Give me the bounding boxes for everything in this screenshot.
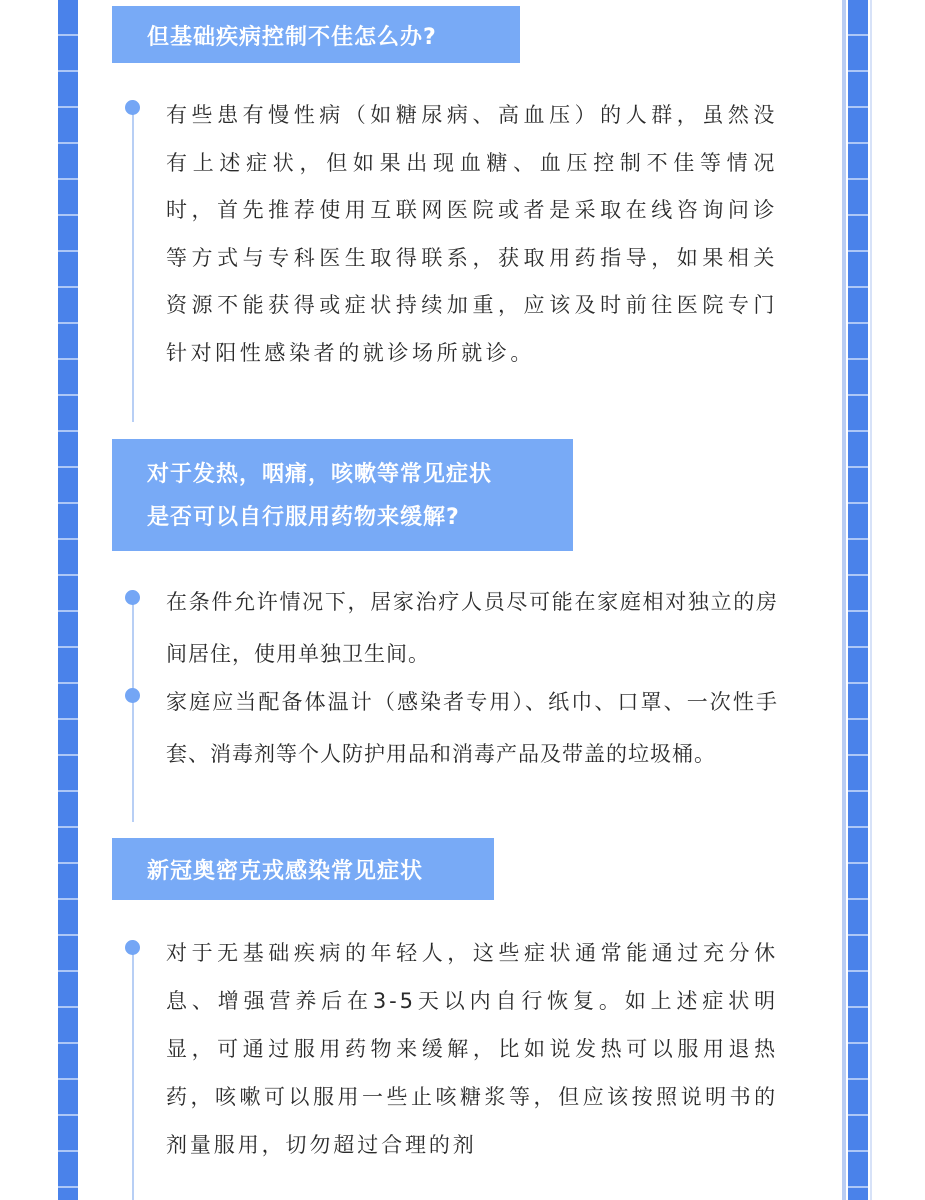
paragraph-chronic-disease: 有些患有慢性病（如糖尿病、高血压）的人群，虽然没有上述症状，但如果出现血糖、血压控制不佳等情况时，首先推荐使用互联网医院或者是采取在线咨询问诊等方式与专科医生取得联系，获取用药指导，如果相关资源不能获得或症状持续加重，应该及时前往医院专门针对阳性感染者的就诊场所就诊。: [166, 103, 778, 365]
timeline-line: [132, 100, 134, 422]
heading-line: 是否可以自行服用药物来缓解?: [147, 505, 460, 530]
timeline-line: [132, 940, 134, 1200]
timeline-line: [132, 590, 134, 822]
section-heading-omicron-symptoms: [112, 838, 494, 900]
section-heading-self-medication: [112, 439, 573, 551]
right-decorative-ruler: [848, 0, 868, 1200]
heading-line: 对于发热，咽痛，咳嗽等常见症状: [147, 462, 493, 487]
bullet-dot: [125, 940, 140, 955]
heading-line: 但基础疾病控制不佳怎么办?: [147, 25, 437, 50]
bullet-dot: [125, 590, 140, 605]
bullet-dot: [125, 100, 140, 115]
paragraph-isolated-room: 在条件允许情况下，居家治疗人员尽可能在家庭相对独立的房间居住，使用单独卫生间。: [166, 590, 778, 666]
paragraph-omicron-symptoms: 对于无基础疾病的年轻人，这些症状通常能通过充分休息、增强营养后在3-5天以内自行恢复。如上述症状明显，可通过服用药物来缓解，比如说发热可以服用退热药，咳嗽可以服用一些止咳糖浆等，但应该按照说明书的剂量服用，切勿超过合理的剂: [166, 941, 778, 1157]
left-decorative-ruler: [58, 0, 78, 1200]
heading-line: 新冠奥密克戎感染常见症状: [147, 859, 424, 884]
bullet-dot: [125, 688, 140, 703]
section-heading-chronic-disease: [112, 6, 520, 63]
paragraph-household-supplies: 家庭应当配备体温计（感染者专用）、纸巾、口罩、一次性手套、消毒剂等个人防护用品和消毒产品及带盖的垃圾桶。: [166, 690, 778, 766]
